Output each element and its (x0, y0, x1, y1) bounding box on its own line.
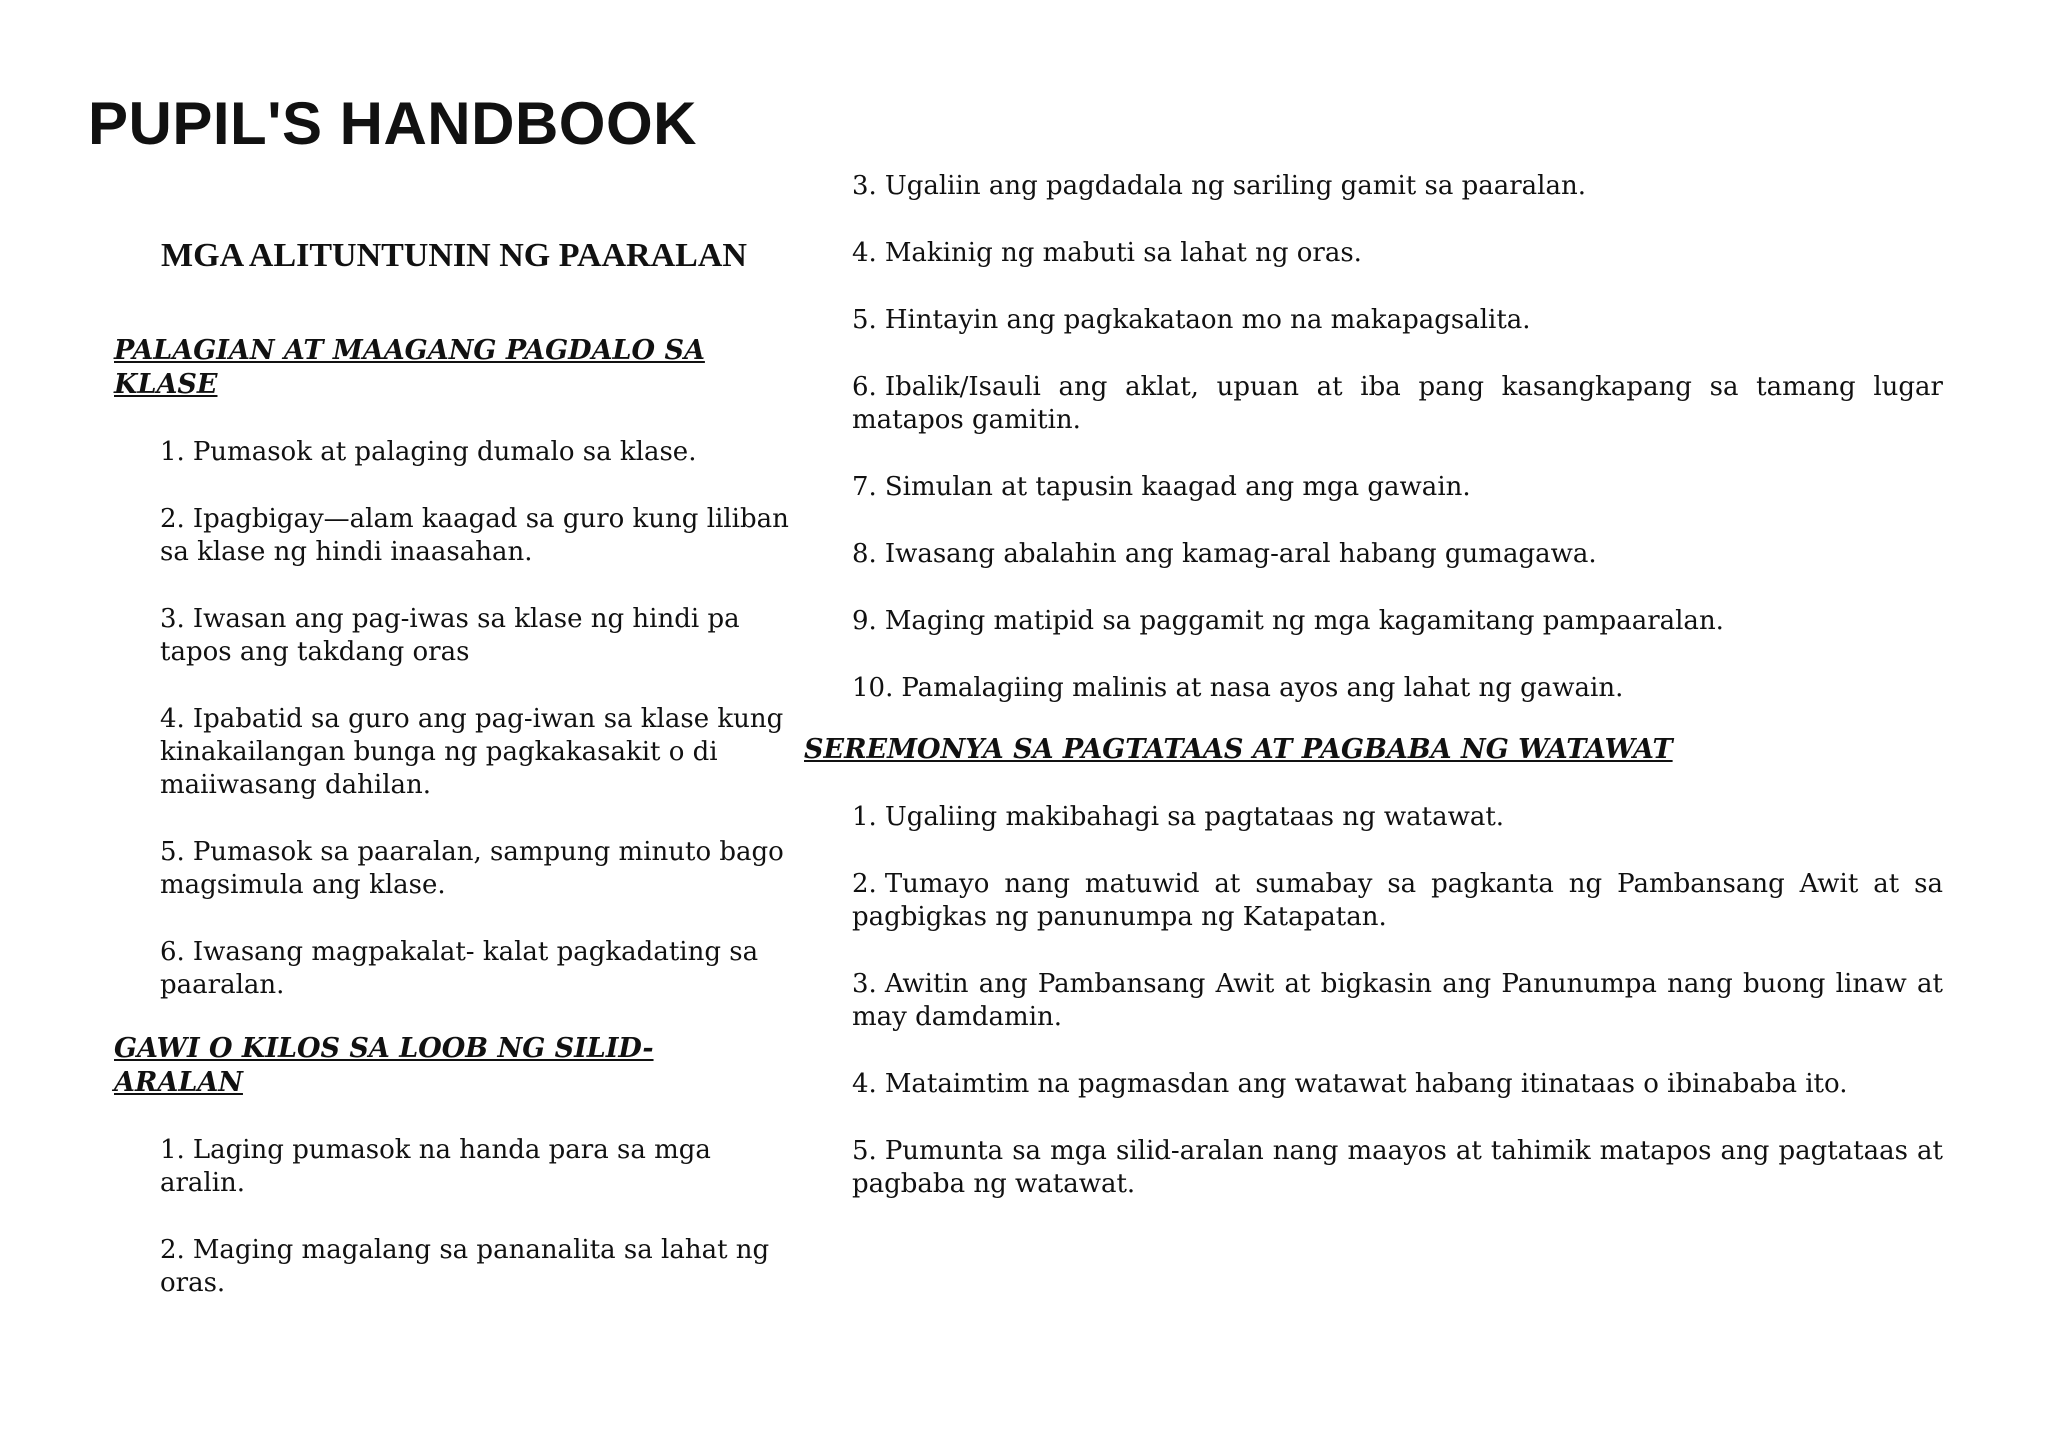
item-number: 5. (852, 305, 877, 335)
item-text: Ipabatid sa guro ang pag-iwan sa klase kung kinakailangan bunga ng pagkakasakit o di maiiwasang dahilan. (160, 704, 784, 800)
item-text: Pumasok at palaging dumalo sa klase. (192, 437, 697, 467)
item-number: 4. (160, 704, 185, 734)
item-number: 3. (852, 171, 877, 201)
item-number: 5. (160, 837, 185, 867)
classroom-rules-list-part1 (114, 1134, 794, 1300)
section-heading-attendance: PALAGIAN AT MAAGANG PAGDALO SA KLASE (114, 335, 705, 400)
item-number: 5. (852, 1136, 877, 1166)
item-text: Mataimtim na pagmasdan ang watawat habang itinataas o ibinababa ito. (884, 1069, 1848, 1099)
list-item (852, 968, 1943, 1034)
item-text: Pumunta sa mga silid-aralan nang maayos at tahimik matapos ang pagtataas at pagbaba ng watawat. (852, 1136, 1943, 1199)
list-item (852, 237, 1943, 270)
page-title: PUPIL'S HANDBOOK (88, 90, 697, 157)
list-item (852, 605, 1943, 638)
item-number: 2. (160, 1235, 185, 1265)
list-item (852, 1068, 1943, 1101)
item-text: Laging pumasok na handa para sa mga aralin. (160, 1135, 711, 1198)
list-item (160, 936, 794, 1002)
item-text: Ugaliin ang pagdadala ng sariling gamit sa paaralan. (884, 171, 1586, 201)
item-text: Awitin ang Pambansang Awit at bigkasin ang Panunumpa nang buong linaw at may damdamin. (852, 969, 1943, 1032)
item-text: Hintayin ang pagkakataon mo na makapagsalita. (884, 305, 1531, 335)
item-number: 4. (852, 1069, 877, 1099)
item-number: 1. (852, 802, 877, 832)
classroom-rules-list-part2 (808, 170, 1943, 705)
item-number: 6. (160, 937, 185, 967)
item-number: 1. (160, 437, 185, 467)
list-item (160, 836, 794, 902)
list-item (852, 304, 1943, 337)
list-item (852, 672, 1943, 705)
section-heading-flag-ceremony: SEREMONYA SA PAGTATAAS AT PAGBABA NG WATAWAT (804, 734, 1673, 765)
attendance-rules-list (114, 436, 794, 1002)
item-text: Iwasang abalahin ang kamag-aral habang gumagawa. (884, 539, 1597, 569)
list-item (160, 503, 794, 569)
list-item (852, 371, 1943, 437)
item-number: 2. (160, 504, 185, 534)
flag-ceremony-rules-list (808, 801, 1943, 1201)
item-text: Pamalagiing malinis at nasa ayos ang lahat ng gawain. (901, 673, 1624, 703)
item-text: Ipagbigay—alam kaagad sa guro kung liliban sa klase ng hindi inaasahan. (160, 504, 789, 567)
item-number: 3. (852, 969, 877, 999)
list-item (160, 703, 794, 802)
item-number: 2. (852, 869, 877, 899)
item-number: 7. (852, 472, 877, 502)
item-number: 4. (852, 238, 877, 268)
item-number: 10. (852, 673, 894, 703)
item-number: 8. (852, 539, 877, 569)
list-item (852, 801, 1943, 834)
item-number: 6. (852, 372, 877, 402)
item-text: Simulan at tapusin kaagad ang mga gawain. (884, 472, 1471, 502)
list-item (852, 868, 1943, 934)
item-text: Maging magalang sa pananalita sa lahat ng oras. (160, 1235, 770, 1298)
item-number: 9. (852, 606, 877, 636)
list-item (852, 1135, 1943, 1201)
item-text: Ibalik/Isauli ang aklat, upuan at iba pang kasangkapang sa tamang lugar matapos gamitin. (852, 372, 1943, 435)
left-column (114, 230, 794, 1334)
item-number: 3. (160, 604, 185, 634)
item-text: Tumayo nang matuwid at sumabay sa pagkanta ng Pambansang Awit at sa pagbigkas ng panunumpa ng Katapatan. (852, 869, 1943, 932)
list-item (160, 1134, 794, 1200)
item-text: Maging matipid sa paggamit ng mga kagamitang pampaaralan. (884, 606, 1724, 636)
item-number: 1. (160, 1135, 185, 1165)
right-column (804, 170, 1943, 1235)
list-item (852, 170, 1943, 203)
list-item (852, 538, 1943, 571)
list-item (852, 471, 1943, 504)
list-item (160, 603, 794, 669)
item-text: Iwasan ang pag-iwas sa klase ng hindi pa tapos ang takdang oras (160, 604, 740, 667)
list-item (160, 1234, 794, 1300)
item-text: Iwasang magpakalat- kalat pagkadating sa paaralan. (160, 937, 759, 1000)
item-text: Pumasok sa paaralan, sampung minuto bago magsimula ang klase. (160, 837, 784, 900)
item-text: Ugaliing makibahagi sa pagtataas ng watawat. (884, 802, 1505, 832)
list-item (160, 436, 794, 469)
section-heading-classroom-conduct: GAWI O KILOS SA LOOB NG SILID-ARALAN (114, 1033, 654, 1098)
item-text: Makinig ng mabuti sa lahat ng oras. (884, 238, 1362, 268)
document-subtitle: MGA ALITUNTUNIN NG PAARALAN (161, 237, 747, 274)
